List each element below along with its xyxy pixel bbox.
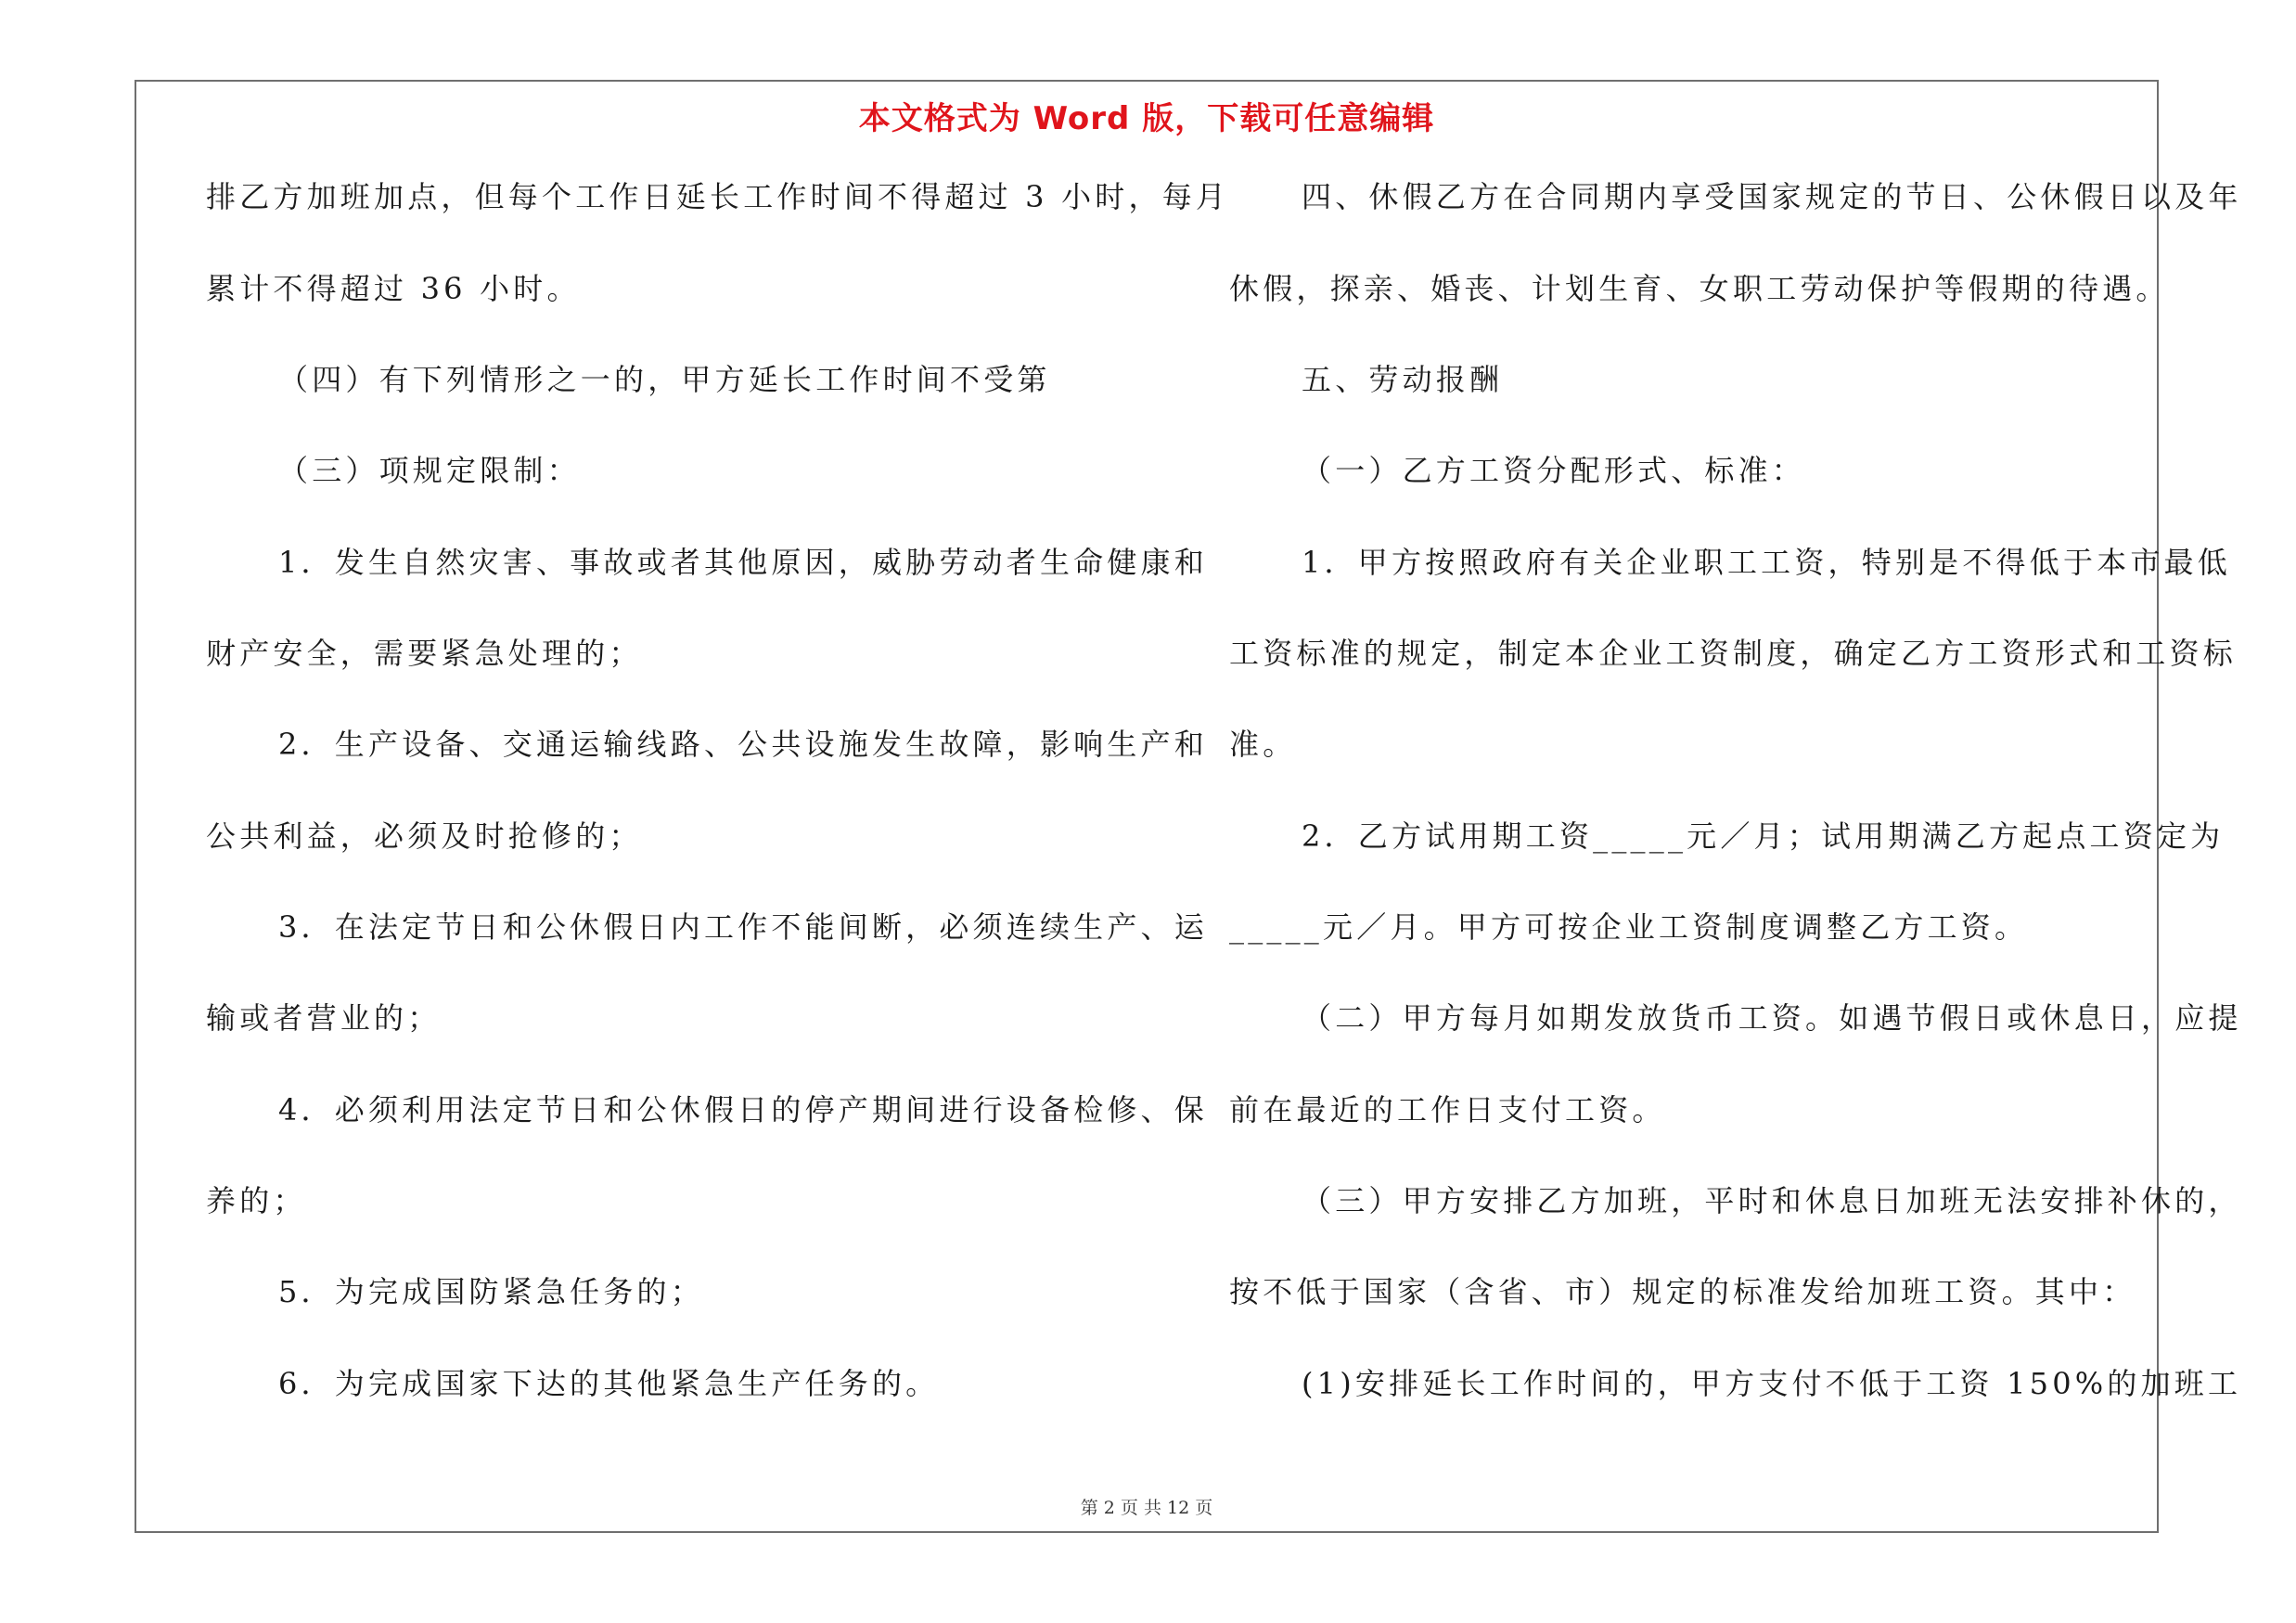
paragraph-line: 前在最近的工作日支付工资。: [1229, 1092, 1666, 1127]
paragraph-line: 4．必须利用法定节日和公休假日的停产期间进行设备检修、保: [278, 1092, 1208, 1127]
paragraph-line: 2．生产设备、交通运输线路、公共设施发生故障，影响生产和: [278, 727, 1208, 762]
paragraph-line: （二）甲方每月如期发放货币工资。如遇节假日或休息日，应提: [1302, 1000, 2242, 1036]
paragraph-line: 公共利益，必须及时抢修的；: [206, 818, 643, 854]
paragraph-line: 排乙方加班加点，但每个工作日延长工作时间不得超过 3 小时，每月: [206, 179, 1230, 214]
paragraph-line: 输或者营业的；: [206, 1000, 442, 1036]
paragraph-line: （一）乙方工资分配形式、标准：: [1302, 453, 1806, 488]
paragraph-line: 准。: [1229, 727, 1297, 762]
paragraph-line: （四）有下列情形之一的，甲方延长工作时间不受第: [278, 362, 1051, 397]
page-number-footer: 第 2 页 共 12 页: [1080, 1498, 1213, 1518]
paragraph-line: 5．为完成国防紧急任务的；: [278, 1274, 704, 1309]
paragraph-line: 1．甲方按照政府有关企业职工工资，特别是不得低于本市最低: [1302, 545, 2231, 580]
paragraph-line: 6．为完成国家下达的其他紧急生产任务的。: [278, 1366, 940, 1401]
format-banner: 本文格式为 Word 版，下载可任意编辑: [858, 100, 1435, 137]
paragraph-line: _____元／月。甲方可按企业工资制度调整乙方工资。: [1229, 909, 2029, 945]
paragraph-line: （三）项规定限制：: [278, 453, 581, 488]
paragraph-line: 财产安全，需要紧急处理的；: [206, 636, 643, 671]
paragraph-line: （三）甲方安排乙方加班，平时和休息日加班无法安排补休的，: [1302, 1183, 2242, 1218]
paragraph-line: (1)安排延长工作时间的，甲方支付不低于工资 150%的加班工: [1302, 1366, 2242, 1401]
paragraph-line: 五、劳动报酬: [1302, 362, 1504, 397]
document-page: [135, 80, 2242, 1533]
paragraph-line: 3．在法定节日和公休假日内工作不能间断，必须连续生产、运: [278, 909, 1208, 945]
paragraph-line: 1．发生自然灾害、事故或者其他原因，威胁劳动者生命健康和: [278, 545, 1208, 580]
paragraph-line: 2．乙方试用期工资_____元／月；试用期满乙方起点工资定为: [1302, 818, 2225, 854]
paragraph-line: 累计不得超过 36 小时。: [206, 271, 581, 306]
paragraph-line: 按不低于国家（含省、市）规定的标准发给加班工资。其中：: [1229, 1274, 2136, 1309]
paragraph-line: 养的；: [206, 1183, 307, 1218]
paragraph-line: 休假，探亲、婚丧、计划生育、女职工劳动保护等假期的待遇。: [1229, 271, 2170, 306]
paragraph-line: 四、休假乙方在合同期内享受国家规定的节日、公休假日以及年: [1302, 179, 2242, 214]
paragraph-line: 工资标准的规定，制定本企业工资制度，确定乙方工资形式和工资标: [1229, 636, 2238, 671]
